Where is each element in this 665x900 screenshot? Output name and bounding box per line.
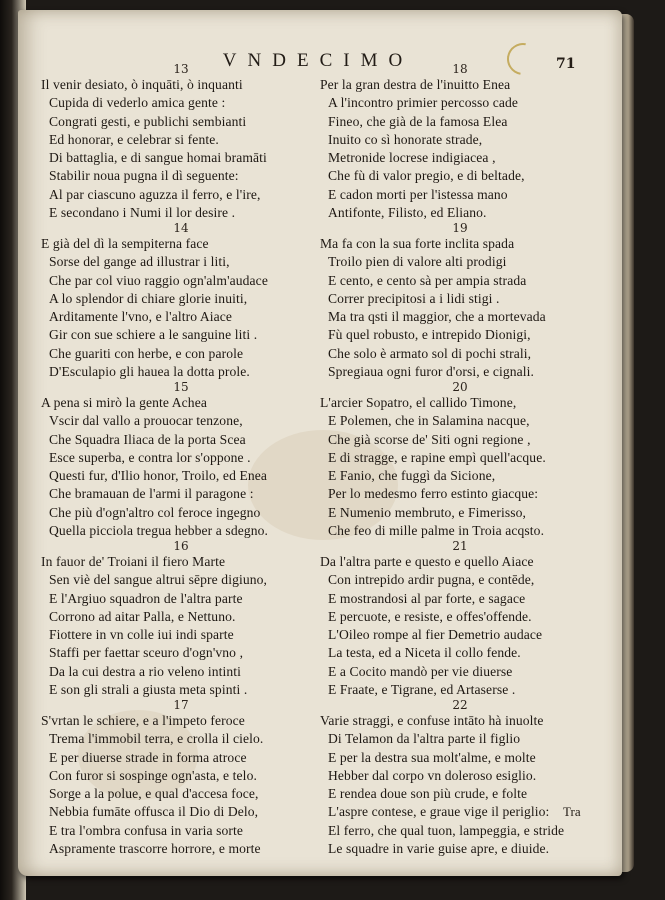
verse-line: Con furor si sospinge ogn'asta, e telo.	[49, 767, 257, 783]
verse-line: Ma fa con la sua forte inclita spada	[320, 236, 515, 251]
verse-line: Che fù di valor pregio, e di beltade,	[328, 168, 525, 184]
verse-line: Cupida di vederlo amica gente :	[49, 95, 226, 111]
verse-line: Da la cui destra a rio veleno intinti	[49, 663, 242, 679]
verse-line: Di Telamon da l'altra parte il figlio	[328, 731, 521, 747]
verse-line: E Numenio membruto, e Fimerisso,	[328, 504, 527, 520]
verse-line: Ed honorar, e celebrar si fente.	[49, 131, 219, 147]
stanza-number: 17	[173, 698, 189, 712]
right-column	[320, 62, 588, 857]
stanza	[320, 221, 588, 380]
verse-line: Che Squadra Iliaca de la porta Scea	[49, 431, 246, 447]
verse-line: E secondano i Numi il lor desire .	[49, 205, 236, 221]
verse-line: El ferro, che qual tuon, lampeggia, e stride	[328, 822, 565, 838]
verse-line: Il venir desiato, ò inquāti, ò inquanti	[41, 77, 243, 92]
verse-line: L'arcier Sopatro, el callido Timone,	[320, 395, 517, 410]
verse-line: Che più d'ogn'altro col feroce ingegno	[49, 504, 261, 520]
verse-line: Che par col viuo raggio ogn'alm'audace	[49, 272, 268, 288]
verse-line: D'Esculapio gli hauea la dotta prole.	[49, 364, 250, 380]
verse-line: Che guariti con herbe, e con parole	[49, 345, 244, 361]
verse-line: Varie straggi, e confuse intāto hà inuolte	[320, 713, 544, 728]
stanza-number: 20	[452, 380, 468, 394]
verse-line: Da l'altra parte e questo e quello Aiace	[320, 554, 534, 569]
verse-line: In fauor de' Troiani il fiero Marte	[41, 554, 226, 569]
verse-line: Ma tra qsti il maggior, che a mortevada	[328, 309, 546, 325]
verse-line: Per la gran destra de l'inuitto Enea	[320, 77, 511, 92]
stanza	[320, 62, 588, 221]
verse-line: Metronide locrese indigiacea ,	[328, 150, 496, 166]
stanza	[41, 698, 309, 857]
verse-line: E per diuerse strade in forma atroce	[49, 749, 247, 765]
stanza-number: 19	[452, 221, 468, 235]
verse-line: E cadon morti per l'istessa mano	[328, 186, 508, 202]
verse-line: E di stragge, e rapine empì quell'acque.	[328, 449, 546, 465]
verse-line: Corrono ad aitar Palla, e Nettuno.	[49, 608, 236, 624]
verse-line: A lo splendor di chiare glorie inuiti,	[49, 290, 248, 306]
verse-line: La testa, ed a Niceta il collo fende.	[328, 645, 521, 661]
left-column	[41, 62, 309, 857]
stanza-number: 16	[173, 539, 189, 553]
stanza	[41, 539, 309, 698]
stanza-number: 13	[173, 62, 189, 76]
catchword: Tra	[563, 804, 581, 819]
verse-line: Sorse del gange ad illustrar i liti,	[49, 254, 230, 270]
verse-line: E tra l'ombra confusa in varia sorte	[49, 822, 244, 838]
verse-line: Vscir dal vallo a prouocar tenzone,	[49, 413, 243, 429]
verse-line: Hebber dal corpo vn doleroso esiglio.	[328, 767, 537, 783]
verse-line: Che feo di mille palme in Troia acqsto.	[328, 523, 545, 539]
verse-line: Al par ciascuno aguzza il ferro, e l'ire,	[49, 186, 261, 202]
stanza-number: 15	[173, 380, 189, 394]
stanza-number: 22	[452, 698, 468, 712]
verse-line: E mostrandosi al par forte, e sagace	[328, 590, 526, 606]
stanza-number: 14	[173, 221, 189, 235]
verse-line: Stabilir noua pugna il dì seguente:	[49, 168, 239, 184]
verse-line: E Fanio, che fuggì da Sicione,	[328, 468, 496, 484]
verse-line: Le squadre in varie guise apre, e diuide.	[328, 841, 550, 857]
verse-line: Fineo, che già de la famosa Elea	[328, 113, 508, 129]
verse-line: E a Cocito mandò per vie diuerse	[328, 663, 513, 679]
verse-line: Inuito co sì honorate strade,	[328, 131, 483, 147]
verse-line: Troilo pien di valore alti prodigi	[328, 254, 507, 270]
verse-line: E percuote, e resiste, e offes'offende.	[328, 608, 532, 624]
verse-line: Quella picciola tregua hebber a sdegno.	[49, 523, 269, 539]
verse-line: Esce superba, e contra lor s'oppone .	[49, 449, 251, 465]
verse-line: Staffi per faettar sceuro d'ogn'vno ,	[49, 645, 244, 661]
verse-line: Antifonte, Filisto, ed Eliano.	[328, 205, 487, 221]
verse-line: Congrati gesti, e publichi sembianti	[49, 113, 247, 129]
verse-line: Sen viè del sangue altrui sēpre digiuno,	[49, 572, 268, 588]
verse-line: Arditamente l'vno, e l'altro Aiace	[49, 309, 233, 325]
verse-line: Fù quel robusto, e intrepido Dionigi,	[328, 327, 531, 343]
running-head: VNDECIMO	[222, 50, 414, 71]
verse-line: Nebbia fumāte offusca il Dio di Delo,	[49, 804, 259, 820]
verse-line: Che già scorse de' Siti ogni regione ,	[328, 431, 531, 447]
stanza	[41, 221, 309, 380]
verse-line: L'aspre contese, e graue vige il periglio:	[328, 804, 550, 820]
stanza	[41, 62, 309, 221]
stanza	[320, 539, 588, 698]
verse-line: A pena si mirò la gente Achea	[41, 395, 207, 410]
verse-line: S'vrtan le schiere, e a l'impeto feroce	[41, 713, 245, 728]
stanza-number: 21	[452, 539, 468, 553]
stanza-number: 18	[452, 62, 468, 76]
verse-line: A l'incontro primier percosso cade	[328, 95, 519, 111]
verse-line: E l'Argiuo squadron de l'altra parte	[49, 590, 243, 606]
verse-line: E son gli strali a giusta meta spinti .	[49, 682, 248, 698]
verse-line: E Fraate, e Tigrane, ed Artaserse .	[328, 682, 516, 698]
verse-line: E rendea doue son più crude, e folte	[328, 786, 528, 802]
verse-line: E Polemen, che in Salamina nacque,	[328, 413, 530, 429]
verse-line: Trema l'immobil terra, e crolla il cielo.	[49, 731, 264, 747]
verse-line: Sorge a la polue, e qual d'accesa foce,	[49, 786, 259, 802]
verse-line: Con intrepido ardir pugna, e contēde,	[328, 572, 535, 588]
verse-line: Aspramente trascorre horrore, e morte	[49, 841, 261, 857]
verse-line: Gir con sue schiere a le sanguine liti .	[49, 327, 258, 343]
verse-line: Spregiaua ogni furor d'orsi, e cignali.	[328, 364, 535, 380]
verse-line: E cento, e cento sà per ampia strada	[328, 272, 527, 288]
verse-line: Di battaglia, e di sangue homai bramāti	[49, 150, 267, 166]
verse-line: Che bramauan de l'armi il paragone :	[49, 486, 254, 502]
verse-line: L'Oileo rompe al fier Demetrio audace	[328, 627, 543, 643]
verse-line: Per lo medesmo ferro estinto giacque:	[328, 486, 539, 502]
verse-line: E già del dì la sempiterna face	[41, 236, 209, 251]
stanza	[320, 380, 588, 539]
verse-line: Correr precipitosi a i lidi stigi .	[328, 290, 500, 306]
stanza	[41, 380, 309, 539]
verse-line: Che solo è armato sol di pochi strali,	[328, 345, 532, 361]
page-number: 71	[556, 56, 576, 72]
verse-line: Questi fur, d'Ilio honor, Troilo, ed Enea	[49, 468, 268, 484]
verse-line: Fiottere in vn colle iui indi sparte	[49, 627, 234, 643]
stanza	[320, 698, 588, 857]
verse-line: E per la destra sua molt'alme, e molte	[328, 749, 536, 765]
